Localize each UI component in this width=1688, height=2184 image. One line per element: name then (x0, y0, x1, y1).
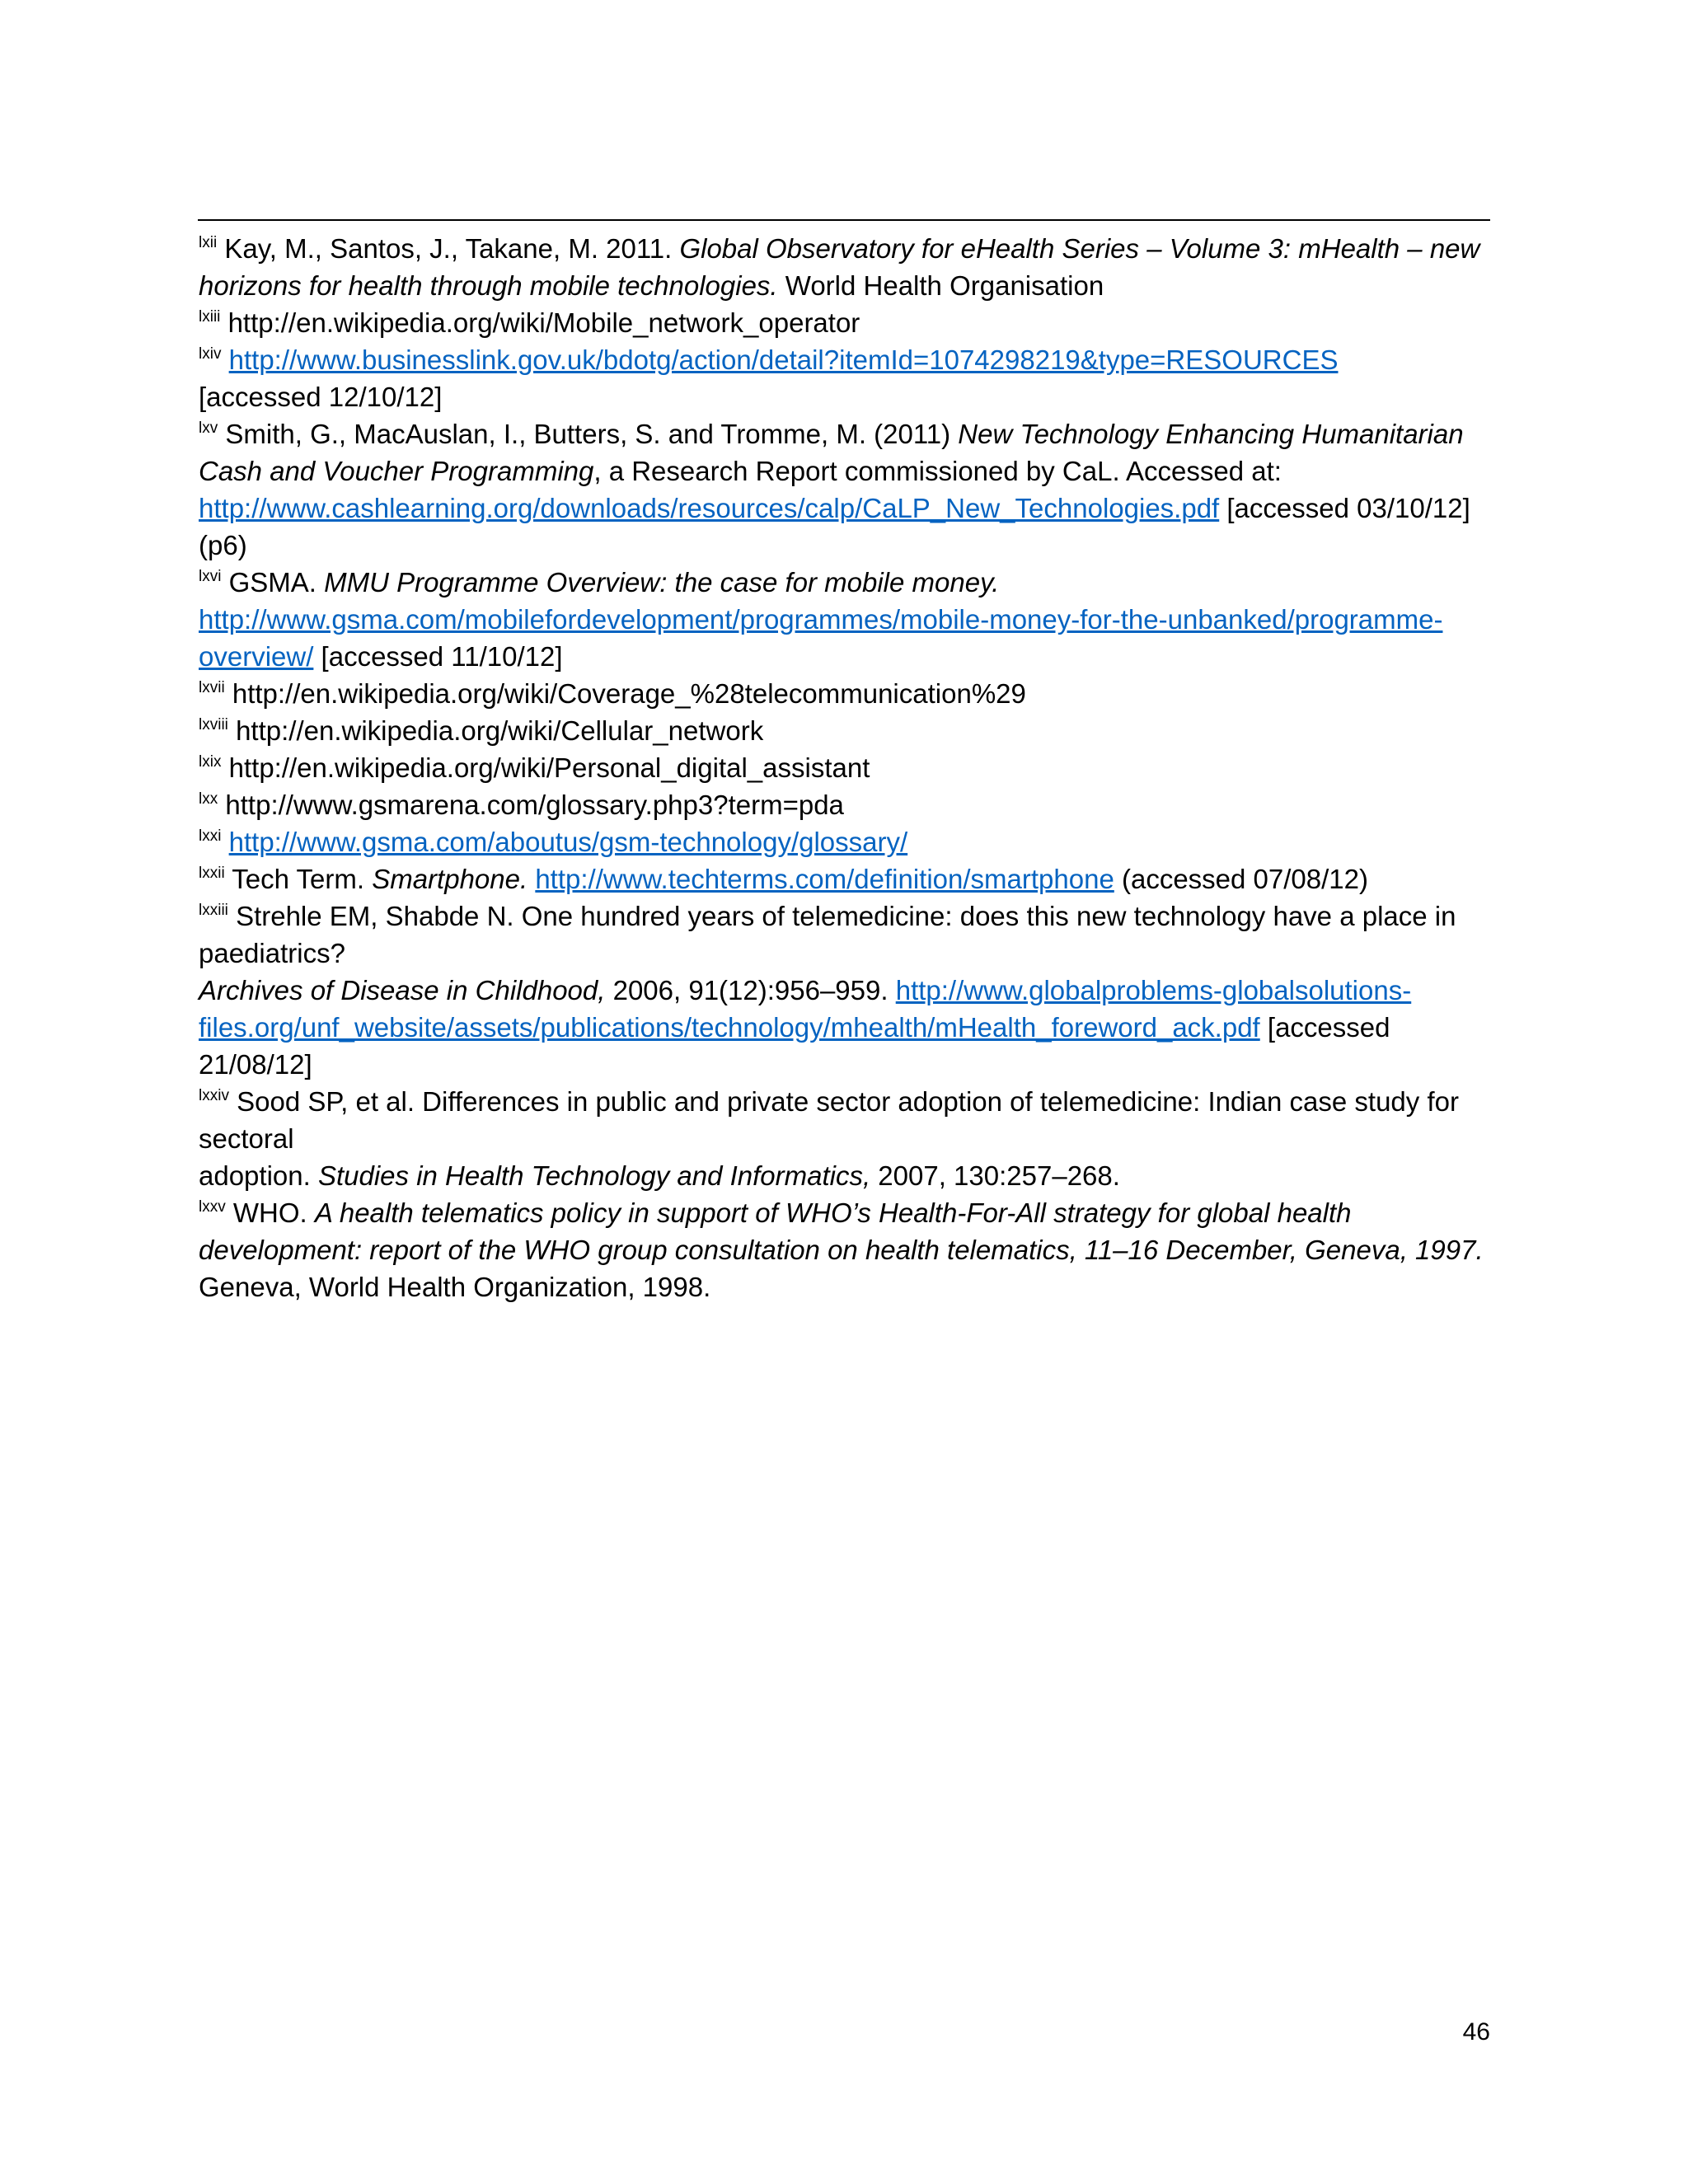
page-number: 46 (1462, 2018, 1490, 2046)
footnote-lxviii (199, 712, 1490, 749)
footnote-marker: lxvi (199, 568, 222, 585)
footnote-lxxiii (199, 898, 1490, 1083)
footnote-marker: lxiii (199, 308, 221, 326)
reference-text: http://www.gsmarena.com/glossary.php3?term=pda (225, 790, 844, 820)
footnote-lxiv (199, 341, 1490, 415)
reference-text: Kay, M., Santos, J., Takane, M. 2011. (224, 233, 680, 264)
footnote-marker: lxxi (199, 827, 222, 845)
reference-text: [accessed 21/08/12] (199, 1012, 1390, 1080)
reference-link[interactable]: http://www.globalproblems-globalsolutions-files.org/unf_website/assets/publications/technology/mhealth/mHealth_foreword_ack.pdf (199, 975, 1412, 1043)
reference-text: , a Research Report commissioned by CaL. Accessed at: (593, 456, 1282, 486)
footnote-marker: lxxiii (199, 902, 228, 919)
reference-text: adoption. (199, 1160, 318, 1191)
reference-text: Tech Term. (232, 864, 373, 894)
footnote-marker: lxix (199, 753, 222, 771)
reference-text: GSMA. (228, 567, 325, 598)
reference-text: 2007, 130:257–268. (870, 1160, 1120, 1191)
footnote-marker: lxxv (199, 1198, 226, 1216)
footnote-lxiii (199, 304, 1490, 341)
reference-link[interactable]: http://www.gsma.com/aboutus/gsm-technology/glossary/ (228, 827, 908, 857)
reference-text: http://en.wikipedia.org/wiki/Mobile_network_operator (227, 307, 860, 338)
reference-title: MMU Programme Overview: the case for mobile money. (324, 567, 1000, 598)
reference-link[interactable]: http://www.techterms.com/definition/smartphone (535, 864, 1114, 894)
reference-text: Smith, G., MacAuslan, I., Butters, S. and Tromme, M. (2011) (225, 419, 959, 449)
reference-text: Strehle EM, Shabde N. One hundred years of telemedicine: does this new technology have a place in paediatrics? (199, 901, 1456, 968)
reference-title: Global Observatory for eHealth Series – Volume 3: mHealth – new horizons for health through mobile technologies. (199, 233, 1480, 301)
footnotes-list (199, 230, 1490, 1305)
reference-text: Geneva, World Health Organization, 1998. (199, 1272, 711, 1302)
footnote-marker: lxxii (199, 865, 225, 882)
reference-text: http://en.wikipedia.org/wiki/Personal_digital_assistant (228, 752, 870, 783)
footnote-marker: lxxiv (199, 1087, 229, 1104)
reference-link[interactable]: http://www.businesslink.gov.uk/bdotg/action/detail?itemId=1074298219&type=RESOURCES (228, 344, 1339, 375)
footnote-marker: lxv (199, 419, 218, 437)
reference-link[interactable]: http://www.cashlearning.org/downloads/resources/calp/CaLP_New_Technologies.pdf (199, 493, 1220, 523)
footnote-lxxiv (199, 1083, 1490, 1194)
reference-text: [accessed 03/10/12] (p6) (199, 493, 1470, 560)
footnote-lxxii (199, 860, 1490, 898)
reference-title: Archives of Disease in Childhood, (199, 975, 606, 1005)
footnote-lxvi (199, 564, 1490, 675)
footnote-lxxi (199, 823, 1490, 860)
footnote-lxix (199, 749, 1490, 786)
reference-title: Studies in Health Technology and Informatics, (317, 1160, 871, 1191)
reference-text: [accessed 12/10/12] (199, 382, 443, 412)
reference-text: [accessed 11/10/12] (313, 641, 563, 672)
reference-title: New Technology Enhancing Humanitarian Cash and Voucher Programming (199, 419, 1464, 486)
reference-text: (accessed 07/08/12) (1114, 864, 1368, 894)
footnote-lxii (199, 230, 1490, 304)
footnote-lxvii (199, 675, 1490, 712)
reference-text: WHO. (232, 1197, 315, 1228)
footnote-lxxv (199, 1194, 1490, 1305)
reference-text (528, 864, 535, 894)
reference-link[interactable]: http://www.gsma.com/mobilefordevelopment/programmes/mobile-money-for-the-unbanked/programme-overview/ (199, 604, 1443, 672)
reference-text: http://en.wikipedia.org/wiki/Coverage_%28telecommunication%29 (232, 678, 1026, 709)
footnote-marker: lxiv (199, 345, 222, 363)
footnote-marker: lxii (199, 234, 218, 251)
reference-text: Sood SP, et al. Differences in public and private sector adoption of telemedicine: Indian case study for sectoral (199, 1086, 1459, 1154)
reference-text: http://en.wikipedia.org/wiki/Cellular_network (236, 715, 764, 746)
reference-title: A health telematics policy in support of WHO’s Health-For-All strategy for global health development: report of the WHO group consultation on health telematics, 11–16 December, Geneva, 1997. (199, 1197, 1484, 1265)
footnote-marker: lxx (199, 790, 218, 808)
footnote-separator (198, 219, 1490, 221)
footnote-marker: lxviii (199, 716, 228, 733)
reference-text: 2006, 91(12):956–959. (605, 975, 896, 1005)
reference-text: World Health Organisation (777, 270, 1104, 301)
footnote-marker: lxvii (199, 679, 225, 696)
footnote-lxv (199, 415, 1490, 564)
reference-title: Smartphone. (372, 864, 528, 894)
footnote-lxx (199, 786, 1490, 823)
